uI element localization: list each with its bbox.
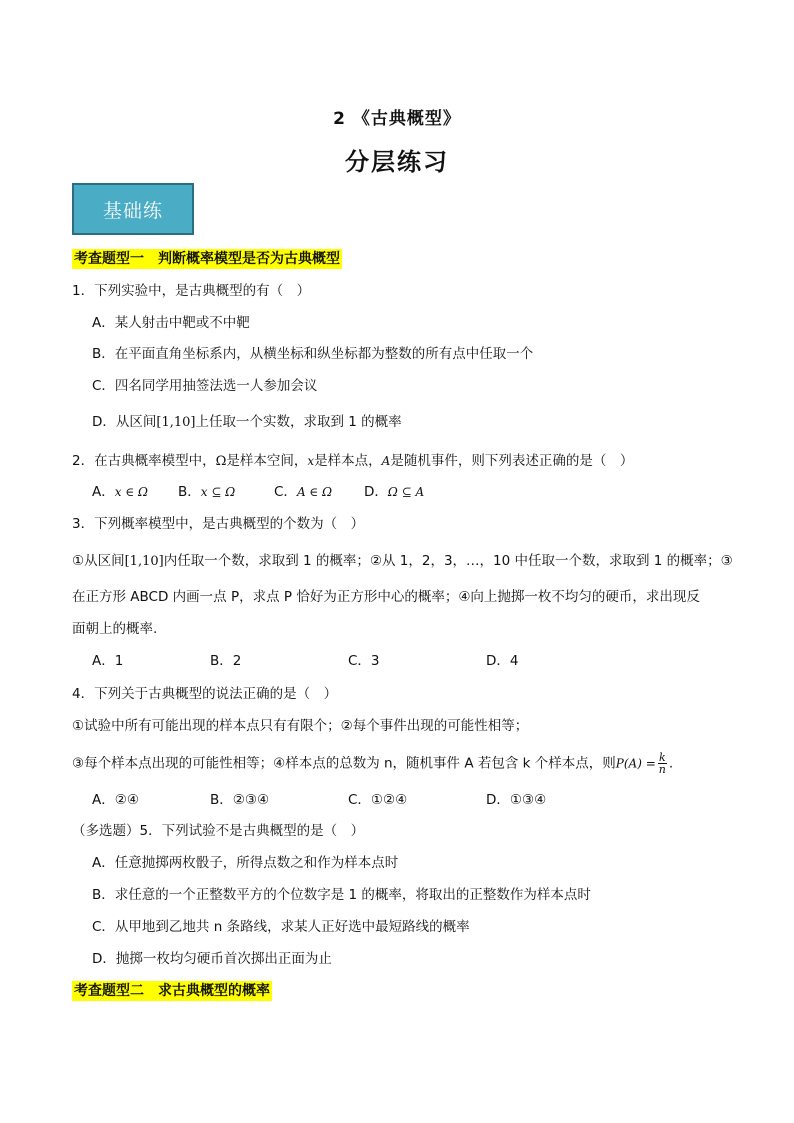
q3-option-c: C．3	[348, 653, 380, 669]
section-heading-1: 考查题型一 判断概率模型是否为古典概型	[74, 251, 340, 267]
q2-options	[92, 482, 772, 502]
q1-stem: 1．下列实验中，是古典概型的有（ ）	[72, 283, 311, 299]
q3-options	[92, 651, 772, 671]
q1-d-prefix: D．从区间	[92, 414, 157, 430]
q3-option-b: B．2	[210, 653, 242, 669]
q4-option-c: C．①②④	[348, 792, 408, 808]
q1-option-a: A．某人射击中靶或不中靶	[92, 315, 250, 331]
q2-option-c: C．A ∈ Ω	[274, 484, 333, 500]
q2-option-a: A．x ∈ Ω	[92, 484, 148, 500]
q2-stem	[72, 451, 752, 472]
q2-stem-part2: 是样本空间，	[226, 453, 308, 469]
q5-option-a: A．任意抛掷两枚骰子，所得点数之和作为样本点时	[92, 855, 399, 871]
q5-option-c: C．从甲地到乙地共 n 条路线，求某人正好选中最短路线的概率	[92, 919, 470, 935]
q4-stem: 4．下列关于古典概型的说法正确的是（ ）	[72, 686, 338, 702]
lesson-subtitle: 分层练习	[345, 148, 449, 176]
q2-omega: Ω	[215, 454, 227, 469]
q3-line-2: 在正方形 ABCD 内画一点 P，求点 P 恰好为正方形中心的概率；④向上抛掷一枚不均匀的硬币，求出现反	[72, 589, 700, 605]
q2-stem-part3: 是样本点，	[314, 453, 382, 469]
q4-fraction: $\frac{k}{n}$	[658, 751, 666, 776]
q4-line-2: ③每个样本点出现的可能性相等；④样本点的总数为 n，随机事件 A 若包含 k 个样本点，则P(A) = $\frac{k}{n}$ .	[72, 751, 674, 776]
q3-line-1: ①从区间[1,10]内任取一个数，求取到 1 的概率；②从 1，2，3，…，10 中任取一个数，求取到 1 的概率；③	[72, 553, 733, 569]
q4-options	[92, 790, 772, 810]
q1-option-c: C．四名同学用抽签法选一人参加会议	[92, 378, 318, 394]
q3-option-d: D．4	[486, 653, 519, 669]
q5-stem: （多选题）5．下列试验不是古典概型的是（ ）	[72, 823, 365, 839]
q3-line-3: 面朝上的概率.	[72, 621, 158, 637]
q3-stem: 3．下列概率模型中，是古典概型的个数为（ ）	[72, 516, 365, 532]
q1-option-b: B．在平面直角坐标系内，从横坐标和纵坐标都为整数的所有点中任取一个	[92, 346, 534, 362]
section-heading-2: 考查题型二 求古典概型的概率	[74, 983, 270, 999]
q1-option-d	[92, 412, 772, 433]
q4-line-1: ①试验中所有可能出现的样本点只有有限个；②每个事件出现的可能性相等；	[72, 718, 529, 734]
q5-option-b: B．求任意的一个正整数平方的个位数字是 1 的概率，将取出的正整数作为样本点时	[92, 887, 591, 903]
level-badge: 基础练	[72, 183, 194, 235]
lesson-title: 2 《古典概型》	[333, 109, 461, 129]
q2-A: A	[381, 454, 391, 468]
q2-stem-part1: 2．在古典概率模型中，	[72, 453, 216, 469]
q2-x: x	[307, 454, 315, 468]
q2-option-d: D．Ω ⊆ A	[364, 484, 425, 500]
q4-option-b: B．②③④	[210, 792, 270, 808]
q3-interval: [1,10]	[124, 554, 164, 569]
q1-d-suffix: 上任取一个实数，求取到 1 的概率	[195, 414, 402, 430]
q1-d-interval: [1,10]	[156, 415, 196, 430]
q3-option-a: A．1	[92, 653, 124, 669]
q2-option-b: B．x ⊆ Ω	[178, 484, 236, 500]
q2-stem-part4: 是随机事件，则下列表述正确的是（ ）	[390, 453, 634, 469]
q4-option-d: D．①③④	[486, 792, 547, 808]
q4-option-a: A．②④	[92, 792, 139, 808]
q5-option-d: D．抛掷一枚均匀硬币首次掷出正面为止	[92, 951, 332, 967]
q4-formula: P(A) =	[615, 756, 656, 771]
